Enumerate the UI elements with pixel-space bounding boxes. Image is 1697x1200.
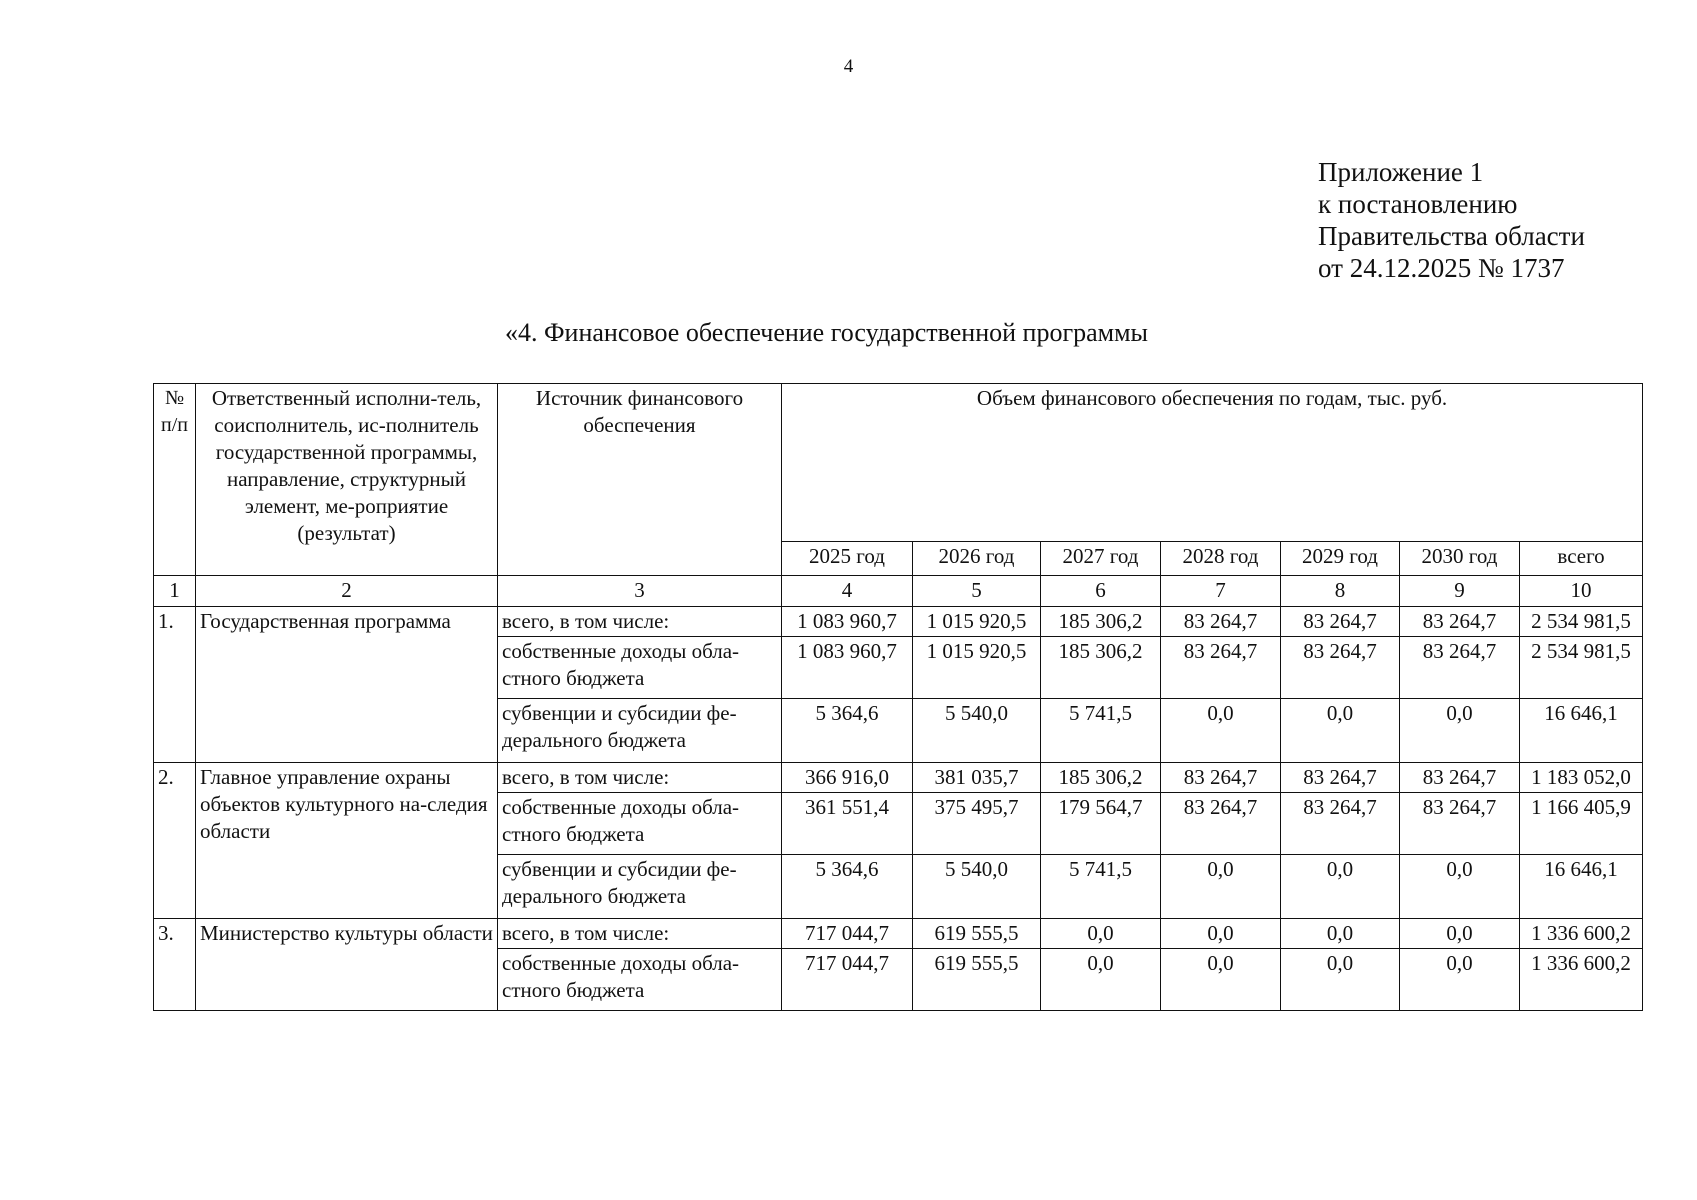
column-number: 9 (1400, 576, 1520, 607)
value-cell: 1 083 960,7 (782, 637, 913, 699)
value-cell: 0,0 (1400, 855, 1520, 919)
value-cell: 0,0 (1161, 699, 1281, 763)
value-cell: 366 916,0 (782, 763, 913, 793)
value-cell: 619 555,5 (913, 949, 1041, 1011)
value-cell: 0,0 (1161, 855, 1281, 919)
value-cell: 83 264,7 (1281, 763, 1400, 793)
value-cell: 83 264,7 (1281, 607, 1400, 637)
value-cell: 381 035,7 (913, 763, 1041, 793)
value-cell: 16 646,1 (1520, 699, 1643, 763)
row-source: субвенции и субсидии фе-дерального бюджета (498, 699, 782, 763)
column-number: 1 (154, 576, 196, 607)
value-cell: 1 083 960,7 (782, 607, 913, 637)
value-cell: 185 306,2 (1041, 607, 1161, 637)
value-cell: 5 540,0 (913, 699, 1041, 763)
value-cell: 0,0 (1400, 949, 1520, 1011)
value-cell: 717 044,7 (782, 919, 913, 949)
value-cell: 83 264,7 (1400, 793, 1520, 855)
row-source: субвенции и субсидии фе-дерального бюджета (498, 855, 782, 919)
value-cell: 0,0 (1281, 949, 1400, 1011)
value-cell: 0,0 (1400, 699, 1520, 763)
document-title: «4. Финансовое обеспечение государственной программы (505, 318, 1149, 347)
header-year: 2029 год (1281, 542, 1400, 576)
value-cell: 179 564,7 (1041, 793, 1161, 855)
row-source: всего, в том числе: (498, 607, 782, 637)
value-cell: 5 364,6 (782, 699, 913, 763)
header-year: 2026 год (913, 542, 1041, 576)
value-cell: 1 336 600,2 (1520, 949, 1643, 1011)
value-cell: 619 555,5 (913, 919, 1041, 949)
value-cell: 5 741,5 (1041, 855, 1161, 919)
row-source: собственные доходы обла-стного бюджета (498, 637, 782, 699)
column-number: 10 (1520, 576, 1643, 607)
value-cell: 1 166 405,9 (1520, 793, 1643, 855)
header-total: всего (1520, 542, 1643, 576)
column-number: 8 (1281, 576, 1400, 607)
row-num: 2. (154, 763, 196, 919)
value-cell: 717 044,7 (782, 949, 913, 1011)
appendix-line: к постановлению (1318, 189, 1518, 219)
value-cell: 83 264,7 (1281, 793, 1400, 855)
value-cell: 83 264,7 (1281, 637, 1400, 699)
header-year: 2025 год (782, 542, 913, 576)
value-cell: 83 264,7 (1400, 607, 1520, 637)
value-cell: 0,0 (1400, 919, 1520, 949)
table-row (154, 919, 1643, 949)
column-number: 5 (913, 576, 1041, 607)
value-cell: 83 264,7 (1161, 607, 1281, 637)
row-source: собственные доходы обла-стного бюджета (498, 949, 782, 1011)
value-cell: 0,0 (1041, 919, 1161, 949)
value-cell: 83 264,7 (1161, 763, 1281, 793)
value-cell: 83 264,7 (1400, 763, 1520, 793)
value-cell: 375 495,7 (913, 793, 1041, 855)
value-cell: 83 264,7 (1400, 637, 1520, 699)
value-cell: 2 534 981,5 (1520, 607, 1643, 637)
value-cell: 1 183 052,0 (1520, 763, 1643, 793)
header-year: 2028 год (1161, 542, 1281, 576)
value-cell: 0,0 (1161, 949, 1281, 1011)
header-executor: Ответственный исполни-тель, соисполнитель, ис-полнитель государственной программы, направление, структурный элемент, ме-роприятие (результат) (196, 384, 498, 576)
row-source: всего, в том числе: (498, 919, 782, 949)
row-source: собственные доходы обла-стного бюджета (498, 793, 782, 855)
value-cell: 2 534 981,5 (1520, 637, 1643, 699)
row-executor: Министерство культуры области (196, 919, 498, 1011)
row-executor: Государственная программа (196, 607, 498, 763)
value-cell: 0,0 (1161, 919, 1281, 949)
appendix-line: Правительства области (1318, 221, 1585, 251)
value-cell: 5 540,0 (913, 855, 1041, 919)
value-cell: 1 336 600,2 (1520, 919, 1643, 949)
appendix-line: от 24.12.2025 № 1737 (1318, 253, 1565, 283)
header-year: 2030 год (1400, 542, 1520, 576)
appendix-line: Приложение 1 (1318, 157, 1484, 187)
value-cell: 1 015 920,5 (913, 637, 1041, 699)
value-cell: 83 264,7 (1161, 793, 1281, 855)
appendix-block (1318, 156, 1585, 284)
row-num: 1. (154, 607, 196, 763)
header-volume: Объем финансового обеспечения по годам, тыс. руб. (782, 384, 1643, 542)
table-row (154, 763, 1643, 793)
row-num: 3. (154, 919, 196, 1011)
header-num: № п/п (154, 384, 196, 576)
value-cell: 185 306,2 (1041, 763, 1161, 793)
row-source: всего, в том числе: (498, 763, 782, 793)
value-cell: 0,0 (1041, 949, 1161, 1011)
value-cell: 0,0 (1281, 699, 1400, 763)
financing-table (153, 383, 1643, 1011)
value-cell: 185 306,2 (1041, 637, 1161, 699)
column-number: 2 (196, 576, 498, 607)
value-cell: 361 551,4 (782, 793, 913, 855)
value-cell: 5 364,6 (782, 855, 913, 919)
header-source: Источник финансового обеспечения (498, 384, 782, 576)
value-cell: 83 264,7 (1161, 637, 1281, 699)
column-number: 4 (782, 576, 913, 607)
column-number: 3 (498, 576, 782, 607)
value-cell: 0,0 (1281, 855, 1400, 919)
value-cell: 0,0 (1281, 919, 1400, 949)
table-row (154, 607, 1643, 637)
value-cell: 5 741,5 (1041, 699, 1161, 763)
header-year: 2027 год (1041, 542, 1161, 576)
column-number: 7 (1161, 576, 1281, 607)
page-number: 4 (843, 56, 854, 77)
value-cell: 16 646,1 (1520, 855, 1643, 919)
value-cell: 1 015 920,5 (913, 607, 1041, 637)
row-executor: Главное управление охраны объектов культурного на-следия области (196, 763, 498, 919)
column-number: 6 (1041, 576, 1161, 607)
